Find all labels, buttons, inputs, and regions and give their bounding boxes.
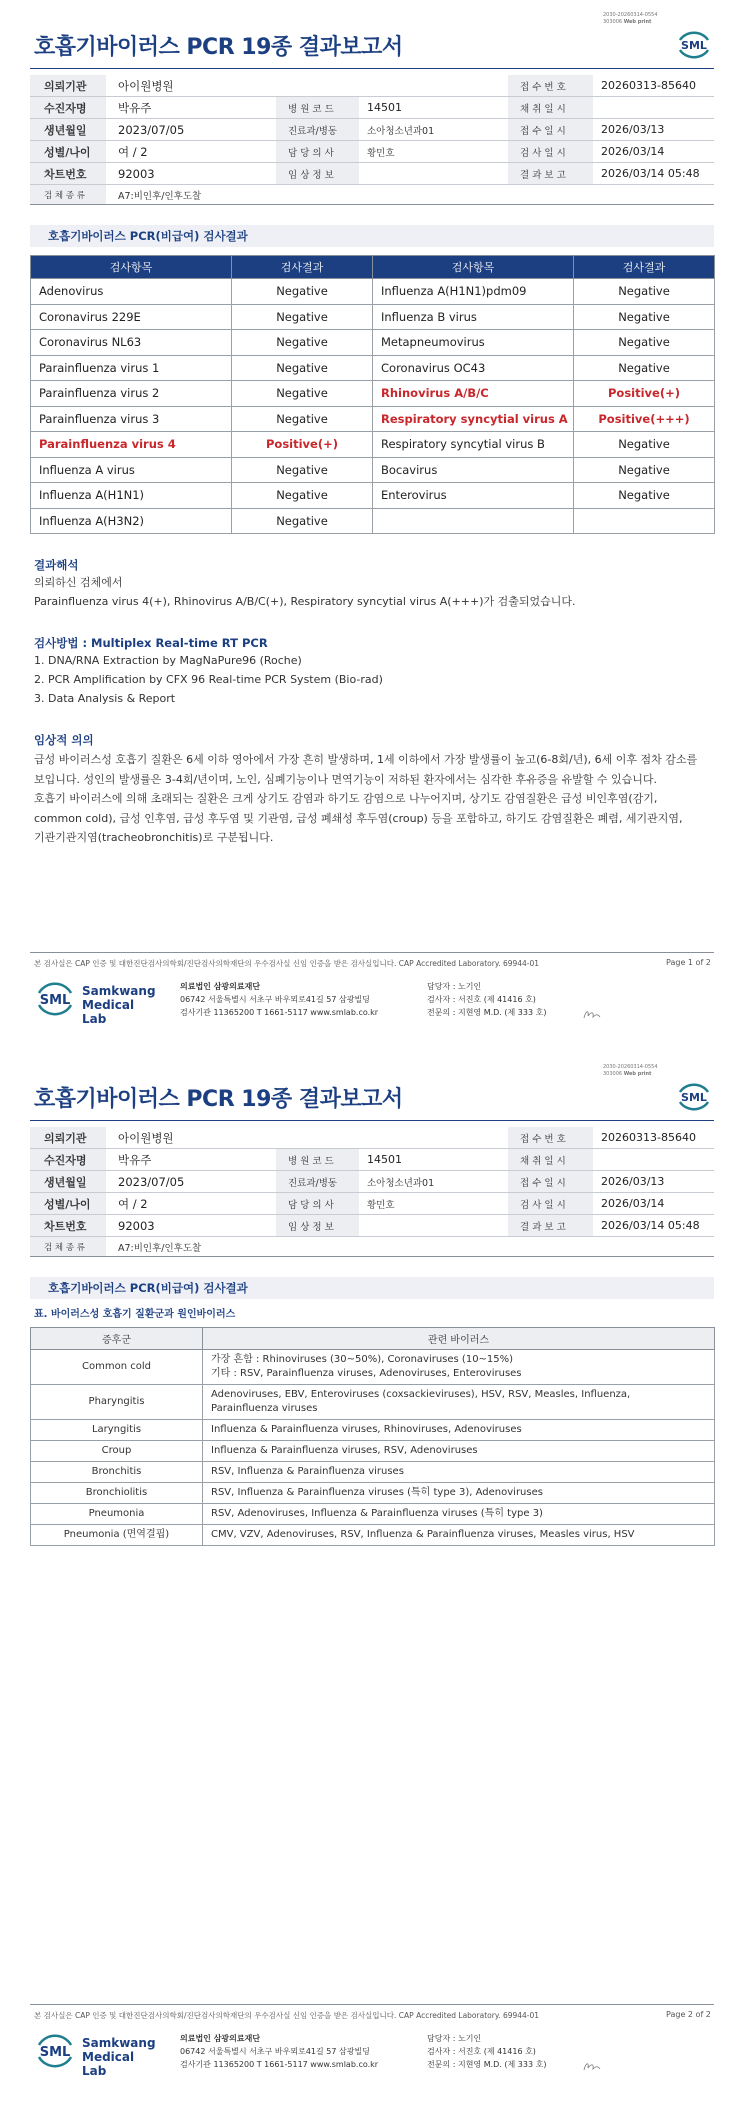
related-viruses: RSV, Influenza & Parainfluenza viruses <box>203 1462 715 1483</box>
disease-table-header: 증후군 <box>31 1328 203 1350</box>
disease-name: Pneumonia (면역결핍) <box>31 1525 203 1546</box>
test-result: Negative <box>232 457 373 483</box>
svg-text:SML: SML <box>681 39 707 52</box>
test-result: Negative <box>574 457 715 483</box>
section-title: 호흡기바이러스 PCR(비급여) 검사결과 <box>30 1277 714 1299</box>
disease-virus-table <box>30 1327 715 1546</box>
test-item: Bocavirus <box>373 457 574 483</box>
test-item: Influenza A(H1N1) <box>31 483 232 509</box>
title-rule <box>30 68 714 69</box>
result-row <box>31 483 715 509</box>
sml-logo-icon <box>675 28 713 62</box>
result-row <box>31 279 715 305</box>
test-item: Coronavirus OC43 <box>373 355 574 381</box>
clinical-heading: 임상적 의의 <box>34 733 94 747</box>
lab-info: 의료법인 삼광의료재단 06742 서울특별시 서초구 바우뫼로41길 57 삼광빌딩 검사기관 11365200 T 1661-5117 www.smlab.co.kr <box>180 982 379 1017</box>
disease-name: Pneumonia <box>31 1504 203 1525</box>
footer-note: 본 검사실은 CAP 인증 및 대한진단검사의학회/진단검사의학재단의 우수검사실 신임 인증을 받은 검사실입니다. CAP Accredited Laboratory. 69944-01 <box>34 959 540 968</box>
samkwang-logo: SML Samkwang Medical Lab <box>34 2030 154 2076</box>
svg-text:SML: SML <box>681 1091 707 1104</box>
results-header: 검사결과 <box>232 256 373 279</box>
interpretation-line: Parainfluenza virus 4(+), Rhinovirus A/B/C(+), Respiratory syncytial virus A(+++)가 검출되었습니다. <box>34 595 576 608</box>
patient-info-table <box>30 75 714 205</box>
clinical-line: 호흡기 바이러스에 의해 초래되는 질환은 크게 상기도 감염과 하기도 감염으로 나누어지며, 상기도 감염질환은 급성 비인후염(감기, <box>34 792 658 805</box>
info-row: 검 체 종 류 A7:비인후/인후도찰 <box>30 1237 714 1257</box>
info-row: 수진자명 박유주 병 원 코 드 14501 채 취 일 시 <box>30 97 714 119</box>
report-title: 호흡기바이러스 PCR 19종 결과보고서 <box>34 35 403 60</box>
test-item: Parainfluenza virus 2 <box>31 381 232 407</box>
staff-info: 담당자 : 노기인 검사자 : 서진호 (제 41416 호) 전문의 : 지현영 M.D. (제 333 호) <box>427 982 547 1017</box>
disease-row <box>31 1462 715 1483</box>
results-header: 검사항목 <box>31 256 232 279</box>
info-row: 차트번호 92003 임 상 정 보 결 과 보 고 2026/03/14 05:48 <box>30 1215 714 1237</box>
info-row: 의뢰기관 아이원병원 접 수 번 호 20260313-85640 <box>30 75 714 97</box>
info-row: 차트번호 92003 임 상 정 보 결 과 보 고 2026/03/14 05:48 <box>30 163 714 185</box>
test-item: Respiratory syncytial virus B <box>373 432 574 458</box>
test-result: Negative <box>232 355 373 381</box>
lab-info: 의료법인 삼광의료재단 06742 서울특별시 서초구 바우뫼로41길 57 삼광빌딩 검사기관 11365200 T 1661-5117 www.smlab.co.kr <box>180 2034 379 2069</box>
test-item: Influenza B virus <box>373 304 574 330</box>
result-row <box>31 355 715 381</box>
test-item <box>373 508 574 534</box>
document-code: 2030-20260314-0554 303006 Web print <box>603 12 658 25</box>
method-heading: 검사방법 : Multiplex Real-time RT PCR <box>34 636 268 650</box>
patient-info-table <box>30 1127 714 1257</box>
test-result: Negative <box>232 508 373 534</box>
clinical-section <box>34 732 714 848</box>
test-result: Negative <box>232 304 373 330</box>
interpretation-line: 의뢰하신 검체에서 <box>34 576 123 589</box>
test-result: Negative <box>232 381 373 407</box>
disease-table-caption: 표. 바이러스성 호흡기 질환군과 원인바이러스 <box>34 1309 236 1320</box>
page-number: Page 1 of 2 <box>666 958 711 967</box>
samkwang-logo: SML Samkwang Medical Lab <box>34 978 154 1024</box>
related-viruses: Adenoviruses, EBV, Enteroviruses (coxsackieviruses), HSV, RSV, Measles, Influenza, Parainfluenza viruses <box>203 1385 715 1420</box>
clinical-line: 급성 바이러스성 호흡기 질환은 6세 이하 영아에서 가장 흔히 발생하며, 1세 이하에서 가장 발생률이 높고(6-8회/년), 6세 이후 점차 감소를 <box>34 753 698 766</box>
disease-row <box>31 1385 715 1420</box>
test-result: Negative <box>574 483 715 509</box>
test-item: Influenza A virus <box>31 457 232 483</box>
test-result: Negative <box>574 330 715 356</box>
related-viruses: RSV, Adenoviruses, Influenza & Parainfluenza viruses (특히 type 3) <box>203 1504 715 1525</box>
result-row <box>31 406 715 432</box>
disease-row <box>31 1350 715 1385</box>
disease-row <box>31 1483 715 1504</box>
info-row: 검 체 종 류 A7:비인후/인후도찰 <box>30 185 714 205</box>
disease-name: Bronchitis <box>31 1462 203 1483</box>
svg-text:SML: SML <box>39 2045 71 2060</box>
results-table <box>30 255 715 534</box>
svg-text:SML: SML <box>39 993 71 1008</box>
test-item: Influenza A(H3N2) <box>31 508 232 534</box>
test-result: Positive(+) <box>574 381 715 407</box>
info-row: 생년월일 2023/07/05 진료과/병동 소아청소년과01 접 수 일 시 2026/03/13 <box>30 119 714 141</box>
document-code: 2030-20260314-0554 303006 Web print <box>603 1064 658 1077</box>
footer-rule <box>30 2004 714 2005</box>
interpretation-section <box>34 557 714 611</box>
test-item: Adenovirus <box>31 279 232 305</box>
test-item: Parainfluenza virus 4 <box>31 432 232 458</box>
page-number: Page 2 of 2 <box>666 2010 711 2019</box>
result-row <box>31 432 715 458</box>
result-row <box>31 381 715 407</box>
disease-name: Croup <box>31 1441 203 1462</box>
signature-icon <box>582 1008 602 1020</box>
disease-name: Bronchiolitis <box>31 1483 203 1504</box>
related-viruses: Influenza & Parainfluenza viruses, Rhinoviruses, Adenoviruses <box>203 1420 715 1441</box>
staff-info: 담당자 : 노기인 검사자 : 서진호 (제 41416 호) 전문의 : 지현영 M.D. (제 333 호) <box>427 2034 547 2069</box>
test-result: Negative <box>574 279 715 305</box>
sml-logo-icon <box>34 978 76 1020</box>
test-result: Negative <box>232 406 373 432</box>
disease-row <box>31 1504 715 1525</box>
disease-row <box>31 1525 715 1546</box>
info-row: 생년월일 2023/07/05 진료과/병동 소아청소년과01 접 수 일 시 2026/03/13 <box>30 1171 714 1193</box>
results-header: 검사결과 <box>574 256 715 279</box>
report-page-2 <box>0 1052 744 2104</box>
test-item: Coronavirus NL63 <box>31 330 232 356</box>
sml-logo-icon <box>675 1080 713 1114</box>
disease-name: Pharyngitis <box>31 1385 203 1420</box>
report-title: 호흡기바이러스 PCR 19종 결과보고서 <box>34 1087 403 1112</box>
result-row <box>31 304 715 330</box>
test-result: Positive(+) <box>232 432 373 458</box>
test-result: Negative <box>232 330 373 356</box>
test-result: Negative <box>232 279 373 305</box>
related-viruses: RSV, Influenza & Parainfluenza viruses (특히 type 3), Adenoviruses <box>203 1483 715 1504</box>
test-result <box>574 508 715 534</box>
method-step: 1. DNA/RNA Extraction by MagNaPure96 (Roche) <box>34 654 302 667</box>
info-row: 성별/나이 여 / 2 담 당 의 사 황민호 검 사 일 시 2026/03/14 <box>30 1193 714 1215</box>
test-item: Enterovirus <box>373 483 574 509</box>
disease-name: Common cold <box>31 1350 203 1385</box>
result-row <box>31 457 715 483</box>
related-viruses: CMV, VZV, Adenoviruses, RSV, Influenza & Parainfluenza viruses, Measles virus, HSV <box>203 1525 715 1546</box>
test-item: Rhinovirus A/B/C <box>373 381 574 407</box>
test-result: Negative <box>232 483 373 509</box>
test-result: Positive(+++) <box>574 406 715 432</box>
clinical-line: 보입니다. 성인의 발생률은 3-4회/년이며, 노인, 심폐기능이나 면역기능이 저하된 환자에서는 심각한 후유증을 유발할 수 있습니다. <box>34 772 658 786</box>
test-item: Coronavirus 229E <box>31 304 232 330</box>
section-title: 호흡기바이러스 PCR(비급여) 검사결과 <box>30 225 714 247</box>
test-item: Parainfluenza virus 1 <box>31 355 232 381</box>
disease-table-header: 관련 바이러스 <box>203 1328 715 1350</box>
info-row: 수진자명 박유주 병 원 코 드 14501 채 취 일 시 <box>30 1149 714 1171</box>
related-viruses: 가장 흔함 : Rhinoviruses (30~50%), Coronaviruses (10~15%) 기타 : RSV, Parainfluenza viruses, Adenoviruses, Enteroviruses <box>203 1350 715 1385</box>
test-result: Negative <box>574 304 715 330</box>
results-header: 검사항목 <box>373 256 574 279</box>
sml-logo-icon <box>34 2030 76 2072</box>
result-row <box>31 508 715 534</box>
interpretation-heading: 결과해석 <box>34 558 79 572</box>
disease-name: Laryngitis <box>31 1420 203 1441</box>
footer-note: 본 검사실은 CAP 인증 및 대한진단검사의학회/진단검사의학재단의 우수검사실 신임 인증을 받은 검사실입니다. CAP Accredited Laboratory. 69944-01 <box>34 2011 540 2020</box>
test-item: Influenza A(H1N1)pdm09 <box>373 279 574 305</box>
disease-row <box>31 1441 715 1462</box>
test-result: Negative <box>574 355 715 381</box>
method-step: 2. PCR Amplification by CFX 96 Real-time PCR System (Bio-rad) <box>34 673 383 686</box>
method-section <box>34 635 714 708</box>
test-item: Respiratory syncytial virus A <box>373 406 574 432</box>
test-result: Negative <box>574 432 715 458</box>
footer-rule <box>30 952 714 953</box>
title-rule <box>30 1120 714 1121</box>
info-row: 의뢰기관 아이원병원 접 수 번 호 20260313-85640 <box>30 1127 714 1149</box>
disease-row <box>31 1420 715 1441</box>
info-row: 성별/나이 여 / 2 담 당 의 사 황민호 검 사 일 시 2026/03/14 <box>30 141 714 163</box>
result-row <box>31 330 715 356</box>
test-item: Parainfluenza virus 3 <box>31 406 232 432</box>
test-item: Metapneumovirus <box>373 330 574 356</box>
clinical-line: common cold), 급성 인후염, 급성 후두염 및 기관염, 급성 폐쇄성 후두염(croup) 등을 포함하고, 하기도 감염질환은 폐렴, 세기관지염, <box>34 811 683 825</box>
signature-icon <box>582 2060 602 2072</box>
method-step: 3. Data Analysis & Report <box>34 692 176 705</box>
related-viruses: Influenza & Parainfluenza viruses, RSV, Adenoviruses <box>203 1441 715 1462</box>
clinical-line: 기관기관지염(tracheobronchitis)로 구분됩니다. <box>34 831 274 844</box>
